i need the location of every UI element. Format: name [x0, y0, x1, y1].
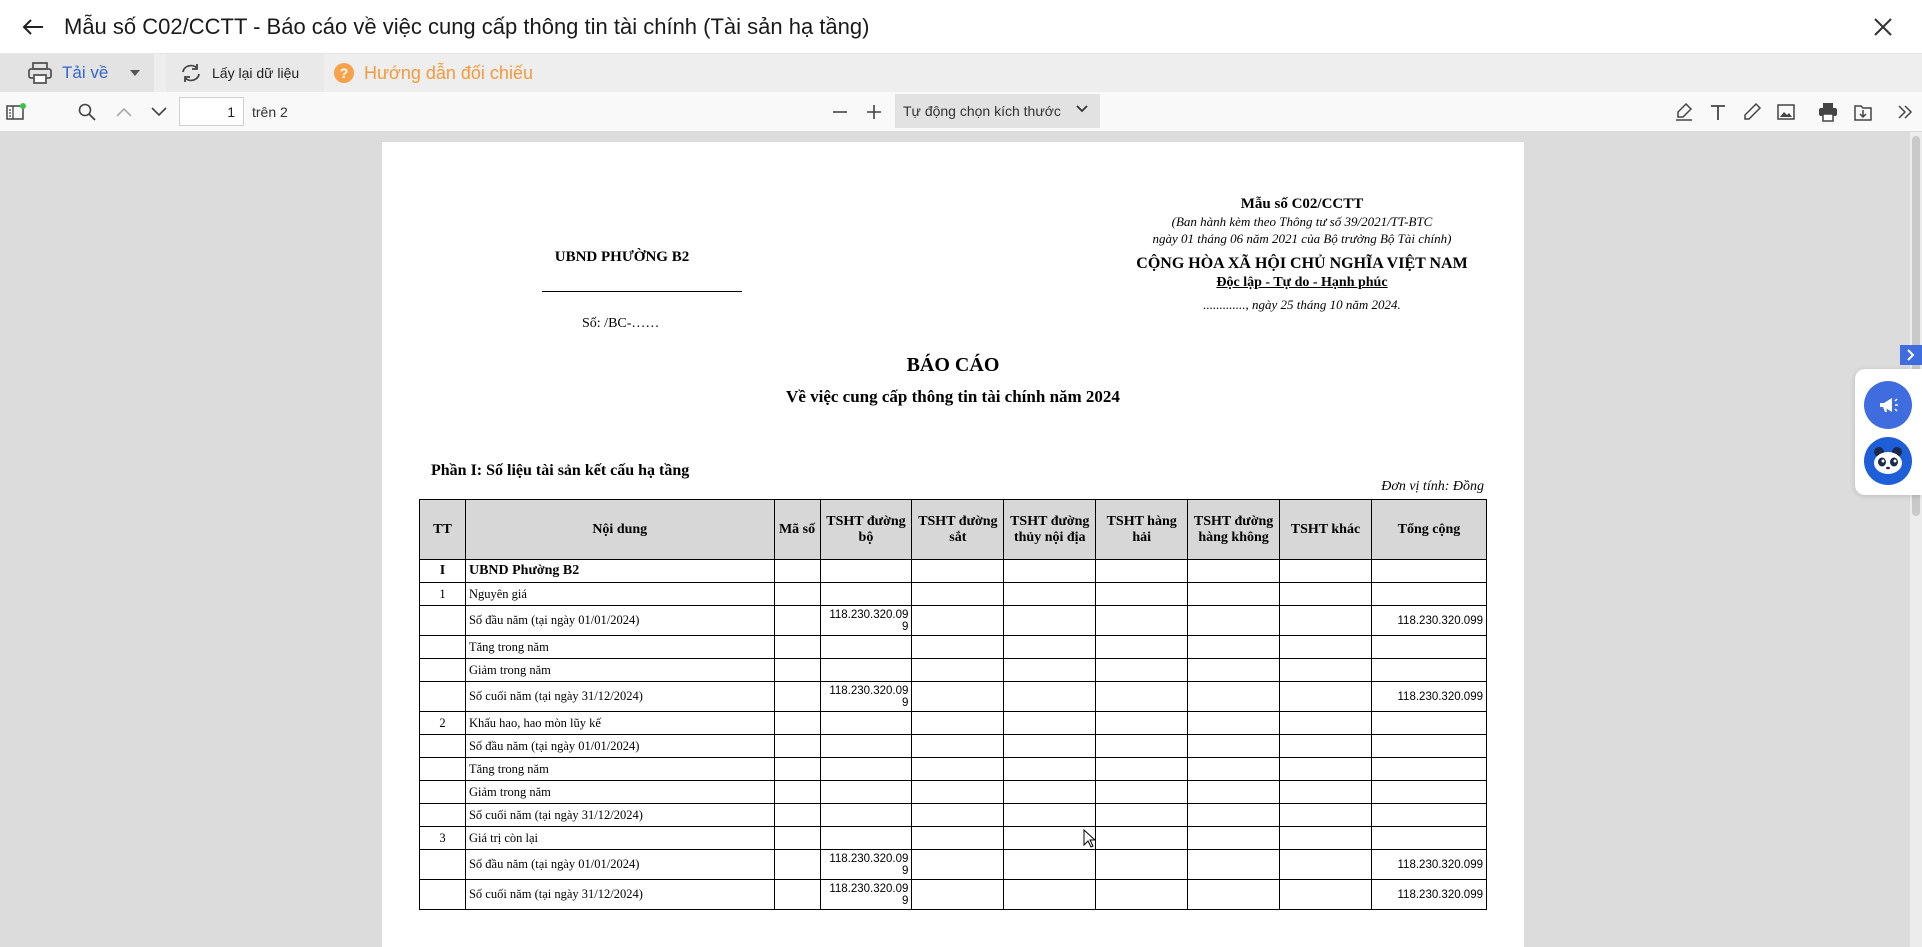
col-rail: TSHT đường sắt: [912, 500, 1004, 560]
row-tt: [420, 606, 466, 636]
row-tt: [420, 758, 466, 781]
col-road: TSHT đường bộ: [820, 500, 912, 560]
report-table: [419, 499, 1487, 910]
chevron-down-icon[interactable]: [130, 70, 140, 76]
row-tt: 3: [420, 827, 466, 850]
row-tt: [420, 880, 466, 910]
row-road: 118.230.320.099: [820, 682, 912, 712]
text-tool-icon[interactable]: [1706, 100, 1730, 124]
row-road: [820, 636, 912, 659]
save-icon[interactable]: [1851, 100, 1875, 124]
table-row: [420, 804, 1487, 827]
row-content: Số cuối năm (tại ngày 31/12/2024): [465, 804, 774, 827]
mouse-cursor-icon: [1083, 829, 1097, 849]
row-total: [1371, 827, 1486, 850]
side-panel: [1855, 369, 1922, 495]
row-total: [1371, 804, 1486, 827]
download-button[interactable]: [0, 54, 154, 92]
reload-data-button[interactable]: [166, 54, 324, 92]
col-marine: TSHT hàng hải: [1096, 500, 1188, 560]
help-icon: ?: [334, 63, 354, 83]
row-road: [820, 659, 912, 682]
row-tt: [420, 735, 466, 758]
chevron-up-icon[interactable]: [112, 100, 136, 124]
document-number: Số: /BC-……: [582, 316, 660, 331]
back-arrow-icon[interactable]: [20, 14, 46, 40]
col-other: TSHT khác: [1280, 500, 1372, 560]
nation-heading: CỘNG HÒA XÃ HỘI CHỦ NGHĨA VIỆT NAM: [1136, 255, 1468, 272]
table-row: [420, 606, 1487, 636]
page-number-input[interactable]: [179, 97, 244, 126]
page-title: Mẫu số C02/CCTT - Báo cáo về việc cung cấp thông tin tài chính (Tài sản hạ tầng): [64, 13, 870, 39]
zoom-out-icon[interactable]: [828, 100, 852, 124]
row-total: [1371, 560, 1486, 583]
table-row: [420, 636, 1487, 659]
row-road: [820, 735, 912, 758]
row-total: [1371, 781, 1486, 804]
part-title: Phần I: Số liệu tài sản kết cấu hạ tầng: [431, 462, 690, 479]
row-total: [1371, 636, 1486, 659]
chevron-right-icon: [1907, 349, 1915, 361]
image-icon[interactable]: [1774, 100, 1798, 124]
bot-avatar-icon: [1868, 441, 1908, 481]
row-road: [820, 758, 912, 781]
row-content: Giá trị còn lại: [465, 827, 774, 850]
table-row: [420, 758, 1487, 781]
row-tt: [420, 850, 466, 880]
row-content: Số đầu năm (tại ngày 01/01/2024): [465, 735, 774, 758]
row-total: 118.230.320.099: [1371, 850, 1486, 880]
assistant-bot-button[interactable]: [1864, 437, 1912, 485]
report-subtitle: Về việc cung cấp thông tin tài chính năm 2024: [786, 387, 1120, 406]
motto: Độc lập - Tự do - Hạnh phúc: [1216, 275, 1388, 290]
table-row: [420, 735, 1487, 758]
table-row: [420, 583, 1487, 606]
col-total: Tổng cộng: [1371, 500, 1486, 560]
zoom-label: Tự động chọn kích thước: [903, 103, 1061, 119]
row-tt: I: [420, 560, 466, 583]
chevron-down-icon: [1076, 105, 1088, 113]
collapse-side-panel-button[interactable]: [1900, 345, 1922, 365]
row-road: 118.230.320.099: [820, 850, 912, 880]
table-row: [420, 659, 1487, 682]
draw-icon[interactable]: [1740, 100, 1764, 124]
print-icon[interactable]: [1816, 100, 1840, 124]
pdf-toolbar: [0, 92, 1922, 132]
action-bar: [0, 54, 1922, 92]
row-content: Nguyên giá: [465, 583, 774, 606]
row-content: Giảm trong năm: [465, 781, 774, 804]
sidebar-toggle-icon[interactable]: [4, 100, 28, 124]
zoom-select[interactable]: [895, 94, 1100, 128]
row-content: Số đầu năm (tại ngày 01/01/2024): [465, 850, 774, 880]
more-tools-icon[interactable]: [1893, 100, 1917, 124]
title-bar: [0, 0, 1922, 54]
row-content: Giảm trong năm: [465, 659, 774, 682]
search-icon[interactable]: [75, 100, 99, 124]
download-label: Tải về: [62, 63, 109, 82]
row-content: Tăng trong năm: [465, 636, 774, 659]
row-total: 118.230.320.099: [1371, 880, 1486, 910]
guide-label: Hướng dẫn đối chiếu: [364, 62, 533, 83]
reload-label: Lấy lại dữ liệu: [212, 65, 300, 81]
row-total: [1371, 712, 1486, 735]
close-icon[interactable]: [1870, 14, 1896, 40]
row-total: 118.230.320.099: [1371, 682, 1486, 712]
row-tt: 1: [420, 583, 466, 606]
row-road: [820, 827, 912, 850]
row-road: 118.230.320.099: [820, 880, 912, 910]
row-road: 118.230.320.099: [820, 606, 912, 636]
row-tt: [420, 682, 466, 712]
row-total: [1371, 583, 1486, 606]
issued-line-1: (Ban hành kèm theo Thông tư số 39/2021/TT-BTC: [1171, 214, 1433, 229]
form-header: [1102, 196, 1502, 313]
row-content: UBND Phường B2: [465, 560, 774, 583]
vertical-scrollbar[interactable]: [1910, 132, 1922, 947]
row-total: [1371, 659, 1486, 682]
row-total: [1371, 735, 1486, 758]
row-content: Số cuối năm (tại ngày 31/12/2024): [465, 880, 774, 910]
row-tt: [420, 781, 466, 804]
table-row: [420, 682, 1487, 712]
row-tt: [420, 804, 466, 827]
unit-label: Đơn vị tính: Đồng: [1381, 479, 1484, 494]
zoom-in-icon[interactable]: [862, 100, 886, 124]
guide-link[interactable]: [334, 63, 533, 84]
table-row: [420, 850, 1487, 880]
col-content: Nội dung: [465, 500, 774, 560]
row-road: [820, 583, 912, 606]
refresh-icon: [180, 63, 202, 83]
row-content: Số đầu năm (tại ngày 01/01/2024): [465, 606, 774, 636]
form-number: Mẫu số C02/CCTT: [1240, 196, 1364, 212]
announcement-button[interactable]: [1864, 381, 1912, 429]
col-inland: TSHT đường thủy nội địa: [1004, 500, 1096, 560]
table-row: [420, 880, 1487, 910]
row-tt: [420, 636, 466, 659]
row-content: Tăng trong năm: [465, 758, 774, 781]
megaphone-icon: [1876, 393, 1900, 417]
row-tt: [420, 659, 466, 682]
row-content: Số cuối năm (tại ngày 31/12/2024): [465, 682, 774, 712]
row-road: [820, 781, 912, 804]
report-date: ............., ngày 25 tháng 10 năm 2024.: [1203, 297, 1401, 312]
report-title: BÁO CÁO: [906, 354, 1000, 376]
highlight-icon[interactable]: [1672, 100, 1696, 124]
pdf-viewer: [0, 132, 1922, 947]
table-row: [420, 781, 1487, 804]
row-total: [1371, 758, 1486, 781]
row-road: [820, 804, 912, 827]
divider: [542, 291, 742, 292]
row-total: 118.230.320.099: [1371, 606, 1486, 636]
chevron-down-icon[interactable]: [147, 100, 171, 124]
row-tt: 2: [420, 712, 466, 735]
page-total: trên 2: [252, 104, 288, 120]
issued-line-2: ngày 01 tháng 06 năm 2021 của Bộ trưởng Bộ Tài chính): [1152, 231, 1452, 246]
row-content: Khấu hao, hao mòn lũy kế: [465, 712, 774, 735]
table-row: [420, 560, 1487, 583]
col-code: Mã số: [774, 500, 820, 560]
printer-icon: [28, 62, 52, 84]
table-header-row: [420, 500, 1487, 560]
col-air: TSHT đường hàng không: [1188, 500, 1280, 560]
agency-name: UBND PHƯỜNG B2: [554, 249, 690, 265]
row-road: [820, 712, 912, 735]
col-tt: TT: [420, 500, 466, 560]
row-road: [820, 560, 912, 583]
table-row: [420, 827, 1487, 850]
document-page: [382, 142, 1524, 947]
table-row: [420, 712, 1487, 735]
